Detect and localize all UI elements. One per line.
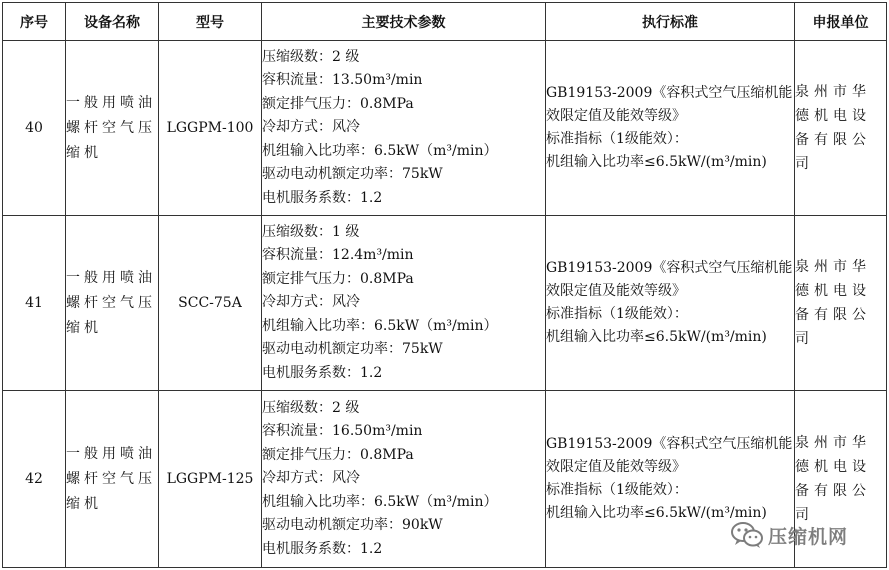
- param-line: 冷却方式：风冷: [262, 119, 360, 136]
- param-line: 电机服务系数：1.2: [262, 540, 383, 557]
- standard-line: 机组输入比功率≤6.5kW/(m³/min): [546, 505, 767, 521]
- table-row: [3, 41, 887, 216]
- param-line: 机组输入比功率：6.5kW（m³/min）: [262, 317, 498, 334]
- tech-params: [262, 391, 546, 568]
- serial-number: 40: [3, 41, 66, 216]
- param-line: 额定排气压力：0.8MPa: [262, 95, 414, 112]
- standard-title: GB19153-2009《容积式空气压缩机能效限定值及能效等级》: [546, 85, 793, 124]
- header-serial: 序号: [3, 3, 66, 41]
- applicant-unit: 泉州市华德机电设备有限公司: [795, 41, 887, 216]
- param-line: 驱动电动机额定功率：75kW: [262, 166, 443, 183]
- wechat-icon: [730, 521, 764, 549]
- param-line: 压缩级数：2 级: [262, 48, 360, 65]
- param-line: 容积流量：16.50m³/min: [262, 423, 423, 440]
- standard-title: GB19153-2009《容积式空气压缩机能效限定值及能效等级》: [546, 260, 793, 299]
- device-name: 一般用喷油螺杆空气压缩机: [66, 216, 159, 391]
- model-number: SCC-75A: [159, 216, 262, 391]
- header-tech-params: 主要技术参数: [262, 3, 546, 41]
- standard-line: 标准指标（1级能效）：: [546, 482, 688, 498]
- param-line: 冷却方式：风冷: [262, 294, 360, 311]
- standard: [546, 216, 795, 391]
- header-device-name: 设备名称: [66, 3, 159, 41]
- standard-line: 标准指标（1级能效）：: [546, 306, 688, 322]
- standard-line: 机组输入比功率≤6.5kW/(m³/min): [546, 154, 767, 170]
- param-line: 压缩级数：2 级: [262, 399, 360, 416]
- header-applicant: 申报单位: [795, 3, 887, 41]
- device-name: 一般用喷油螺杆空气压缩机: [66, 41, 159, 216]
- model-number: LGGPM-100: [159, 41, 262, 216]
- applicant-unit: 泉州市华德机电设备有限公司: [795, 391, 887, 568]
- param-line: 驱动电动机额定功率：90kW: [262, 517, 443, 534]
- standard-line: 机组输入比功率≤6.5kW/(m³/min): [546, 329, 767, 345]
- table-row: [3, 216, 887, 391]
- param-line: 容积流量：13.50m³/min: [262, 72, 423, 89]
- standard: [546, 41, 795, 216]
- param-line: 电机服务系数：1.2: [262, 189, 383, 206]
- standard-title: GB19153-2009《容积式空气压缩机能效限定值及能效等级》: [546, 436, 793, 475]
- watermark-text: 压缩机网: [768, 525, 849, 548]
- tech-params: [262, 216, 546, 391]
- param-line: 机组输入比功率：6.5kW（m³/min）: [262, 142, 498, 159]
- param-line: 电机服务系数：1.2: [262, 364, 383, 381]
- equipment-table: [2, 2, 887, 568]
- param-line: 机组输入比功率：6.5kW（m³/min）: [262, 493, 498, 510]
- param-line: 冷却方式：风冷: [262, 470, 360, 487]
- header-row: [3, 3, 887, 41]
- model-number: LGGPM-125: [159, 391, 262, 568]
- param-line: 驱动电动机额定功率：75kW: [262, 341, 443, 358]
- applicant-unit: 泉州市华德机电设备有限公司: [795, 216, 887, 391]
- tech-params: [262, 41, 546, 216]
- serial-number: 42: [3, 391, 66, 568]
- standard-line: 标准指标（1级能效）：: [546, 131, 688, 147]
- device-name: 一般用喷油螺杆空气压缩机: [66, 391, 159, 568]
- param-line: 额定排气压力：0.8MPa: [262, 446, 414, 463]
- param-line: 压缩级数：1 级: [262, 223, 360, 240]
- param-line: 额定排气压力：0.8MPa: [262, 270, 414, 287]
- param-line: 容积流量：12.4m³/min: [262, 247, 414, 264]
- watermark: [730, 520, 848, 550]
- header-model: 型号: [159, 3, 262, 41]
- serial-number: 41: [3, 216, 66, 391]
- header-standard: 执行标准: [546, 3, 795, 41]
